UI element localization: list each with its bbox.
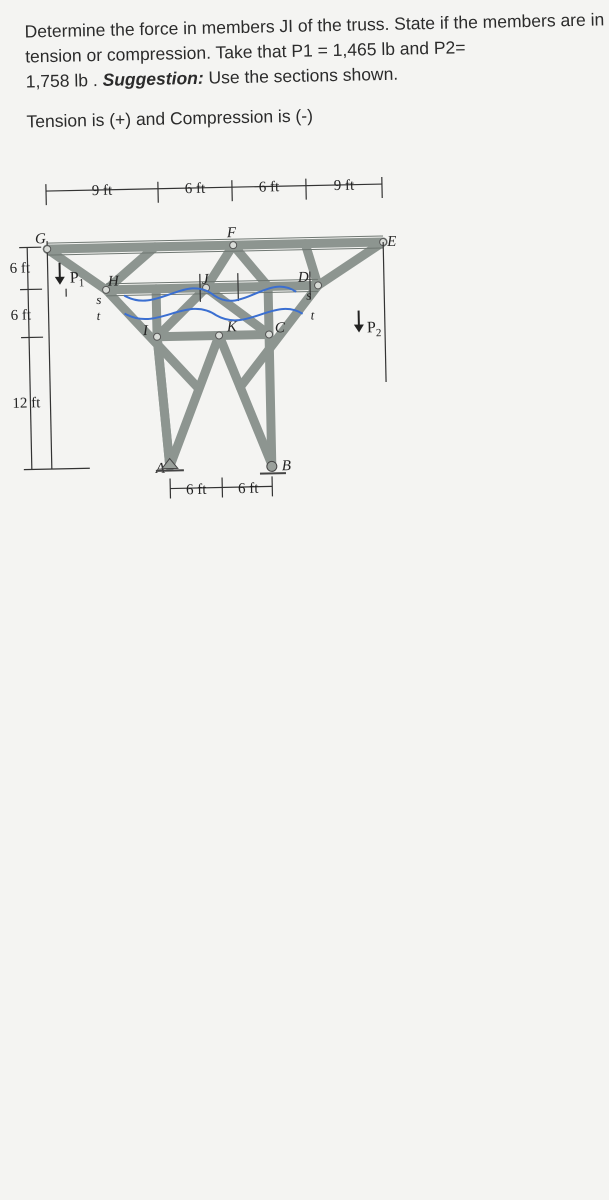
question-line-3-suffix: Use the sections shown.	[203, 63, 399, 88]
joint-label-j: J	[201, 271, 209, 288]
joint-label-b: B	[281, 458, 292, 475]
question-line-1: Determine the force in members JI of the truss. State if the members are in	[24, 9, 605, 42]
dim-left-1: 6 ft	[9, 260, 31, 277]
joint-label-e: E	[386, 233, 397, 250]
sign-convention: Tension is (+) and Compression is (-)	[26, 105, 314, 132]
joint-label-i: I	[142, 322, 149, 340]
truss-members	[47, 242, 388, 469]
guide-line-e	[383, 242, 386, 382]
dim-bottom-1: 6 ft	[185, 481, 207, 499]
load-label-p1: $P_1$	[69, 269, 85, 290]
dim-bottom-2: 6 ft	[237, 480, 259, 498]
dim-left-3: 12 ft	[12, 395, 41, 412]
section-label-t-left: t	[96, 307, 101, 324]
load-label-p2: $P_2$	[366, 319, 382, 340]
question-line-3-prefix: 1,758 lb .	[25, 69, 103, 92]
joint-label-k: K	[226, 319, 238, 336]
joint-label-a: A	[155, 460, 166, 477]
joint-label-d: D	[297, 269, 309, 286]
joint-label-g: G	[34, 231, 47, 248]
load-arrow-p1	[55, 263, 65, 285]
blank-page-area	[13, 627, 609, 1200]
section-label-s-right: s	[306, 287, 312, 303]
dim-top-4: 9 ft	[333, 177, 355, 195]
truss-figure	[4, 167, 609, 640]
question-line-2: tension or compression. Take that P1 = 1,465 lb and P2=	[24, 37, 466, 67]
joint-label-h: H	[107, 273, 119, 290]
question-line-3	[26, 64, 399, 92]
section-label-s-left: s	[96, 291, 102, 308]
dim-top-1: 9 ft	[91, 182, 113, 200]
joint-label-f: F	[226, 225, 237, 242]
dim-left-2: 6 ft	[10, 307, 32, 324]
dim-top-3: 6 ft	[258, 179, 280, 196]
suggestion-label: Suggestion:	[102, 67, 204, 90]
joint-label-c: C	[274, 320, 286, 337]
dim-top-2: 6 ft	[184, 180, 206, 198]
section-label-t-right: t	[310, 307, 315, 323]
load-arrow-p2	[354, 310, 364, 332]
